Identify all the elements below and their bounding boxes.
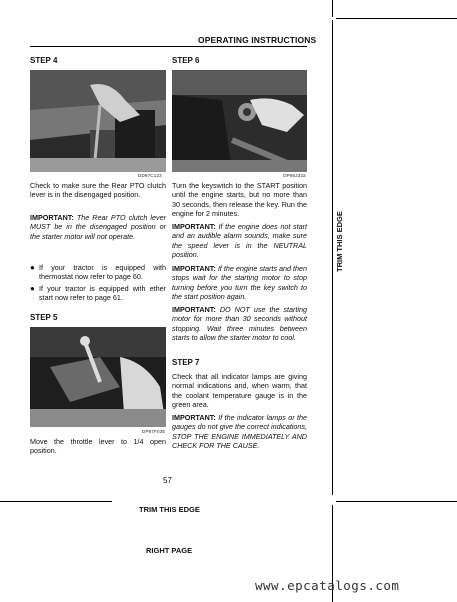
step5-photo [30,327,166,427]
bullet-icon: ● [30,284,35,293]
step6-important-2-label: IMPORTANT: [172,264,216,273]
page-number: 57 [163,476,172,485]
step6-important-3-label: IMPORTANT: [172,305,216,314]
step6-text: Turn the keyswitch to the START position until the engine starts, but no more than 30 seconds, then release the key. Run the engine for 2 minutes. [172,181,307,219]
step6-important-1-text: If the engine does not start and an audible alarm sounds, make sure the speed lever is in the NEUTRAL position. [172,222,307,260]
step4-photo [30,70,166,172]
step4-important-text: The Rear PTO clutch lever MUST be in the disengaged position or the starter motor will not operate. [30,213,167,241]
page-title: OPERATING INSTRUCTIONS [198,35,317,45]
bullet-icon: ● [30,263,35,272]
step4-image-code: DD97C123 [138,173,162,178]
step4-important [30,213,166,241]
step6-important-1 [172,222,307,260]
step7-important-label: IMPORTANT: [172,413,216,422]
step6-important-2-text: If the engine starts and then stops wait for the starting motor to stop turning before you turn the key switch to the start position again. [172,264,307,302]
step6-heading: STEP 6 [172,56,200,65]
page-right-rule [332,20,333,495]
watermark: www.epcatalogs.com [255,578,400,593]
trim-edge-footer: TRIM THIS EDGE [139,505,200,514]
step6-important-3-text: DO NOT use the starting motor for more than 30 seconds without stopping. Wait three minutes between starts to allow the starter motor to cool. [172,305,308,343]
step7-text: Check that all indicator lamps are giving normal indications and, when warm, that the coolant temperature gauge is in the green area. [172,372,307,410]
crop-mark-bottom-right [336,501,457,502]
step4-text: Check to make sure the Rear PTO clutch lever is in the disengaged position. [30,181,166,200]
step4-important-label: IMPORTANT: [30,213,74,222]
step5-image-code: DP97F035 [142,429,166,434]
bullet-text: If your tractor is equipped with ether start now refer to page 61. [39,284,166,303]
throttle-lever-illustration [30,327,166,427]
step5-text: Move the throttle lever to 1/4 open position. [30,437,166,456]
header-rule [30,46,307,47]
step4-bullet-2 [30,284,166,303]
step6-important-1-label: IMPORTANT: [172,222,216,231]
crop-mark-top [332,0,333,17]
step6-important-2 [172,264,307,302]
step5-heading: STEP 5 [30,313,58,322]
step7-important-text: If the indicator lamps or the gauges do not give the correct indications, STOP THE ENGINE IMMEDIATELY AND CHECK FOR THE CAUSE. [172,413,307,451]
step7-important [172,413,307,451]
bullet-text: If your tractor is equipped with thermostat now refer to page 60. [39,263,166,282]
step4-bullet-1 [30,263,166,282]
crop-mark-bottom-left [0,501,112,502]
step6-important-3 [172,305,307,343]
step6-image-code: OP96J332 [283,173,306,178]
step6-photo [172,70,307,172]
pto-lever-illustration [30,70,166,172]
step7-heading: STEP 7 [172,358,200,367]
right-page-label: RIGHT PAGE [146,546,193,555]
keyswitch-illustration [172,70,307,172]
crop-mark-top-right [336,18,457,19]
step4-heading: STEP 4 [30,56,58,65]
trim-edge-side-label: TRIM THIS EDGE [335,211,344,272]
